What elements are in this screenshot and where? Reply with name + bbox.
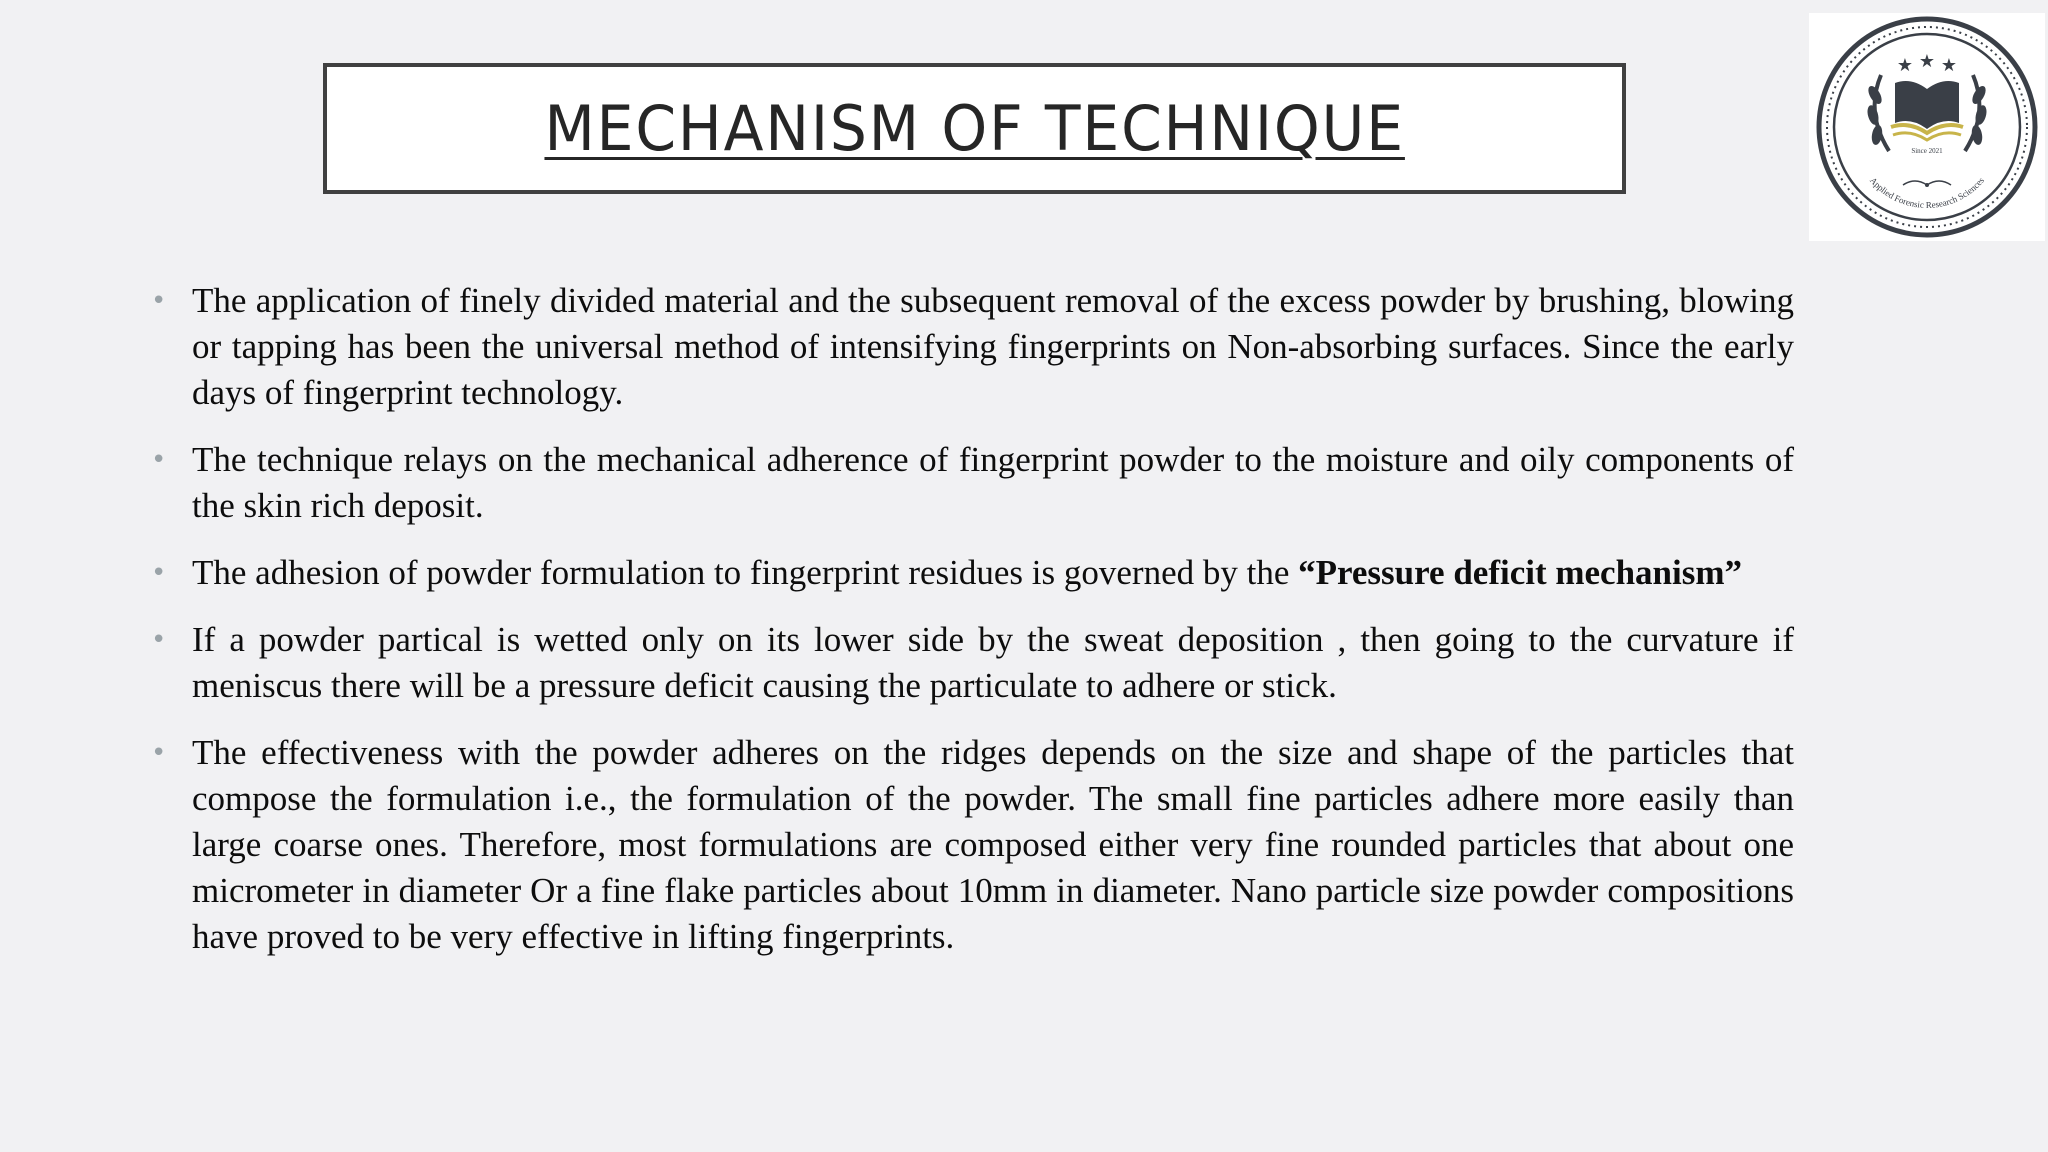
bullet-item-3: • The adhesion of powder formulation to fingerprint residues is governed by the “Pressure deficit mechanism” (147, 550, 1794, 596)
title-box (323, 63, 1626, 194)
book-laurel-emblem-icon (1809, 13, 2045, 241)
bullet-item-2: • The technique relays on the mechanical adherence of fingerprint powder to the moisture and oily components of the skin rich deposit. (147, 437, 1794, 529)
bullet-dot-icon: • (151, 738, 167, 768)
logo-since-text: Since 2021 (1911, 147, 1943, 155)
bullet-list (147, 278, 1794, 960)
svg-text:★: ★ (1918, 51, 1936, 72)
bullet-item-4: • If a powder partical is wetted only on its lower side by the sweat deposition , then going to the curvature if meniscus there will be a pressure deficit causing the particulate to adhere or stick. (147, 617, 1794, 709)
slide-title: MECHANISM OF TECHNIQUE (544, 92, 1405, 165)
bullet-item-1: • The application of finely divided material and the subsequent removal of the excess powder by brushing, blowing or tapping has been the universal method of intensifying fingerprints on Non-absorbing surfaces. Since the early days of fingerprint technology. (147, 278, 1794, 416)
bullet-dot-icon: • (151, 625, 167, 655)
svg-text:★: ★ (1896, 55, 1914, 76)
bullet-dot-icon: • (151, 445, 167, 475)
bold-term: “Pressure deficit mechanism” (1298, 553, 1743, 592)
bullet-dot-icon: • (151, 286, 167, 316)
svg-text:★: ★ (1940, 55, 1958, 76)
bullet-list-container (147, 278, 1794, 981)
logo-text: Applied Forensic Research Sciences (1867, 175, 1987, 210)
bullet-dot-icon: • (151, 558, 167, 588)
logo (1809, 13, 2045, 241)
bullet-item-5: • The effectiveness with the powder adheres on the ridges depends on the size and shape of the particles that compose the formulation i.e., the formulation of the powder. The small fine particles adhere more easily than large coarse ones. Therefore, most formulations are composed either very fine rounded particles that about one micrometer in diameter Or a fine flake particles about 10mm in diameter. Nano particle size powder compositions have proved to be very effective in lifting fingerprints. (147, 730, 1794, 960)
